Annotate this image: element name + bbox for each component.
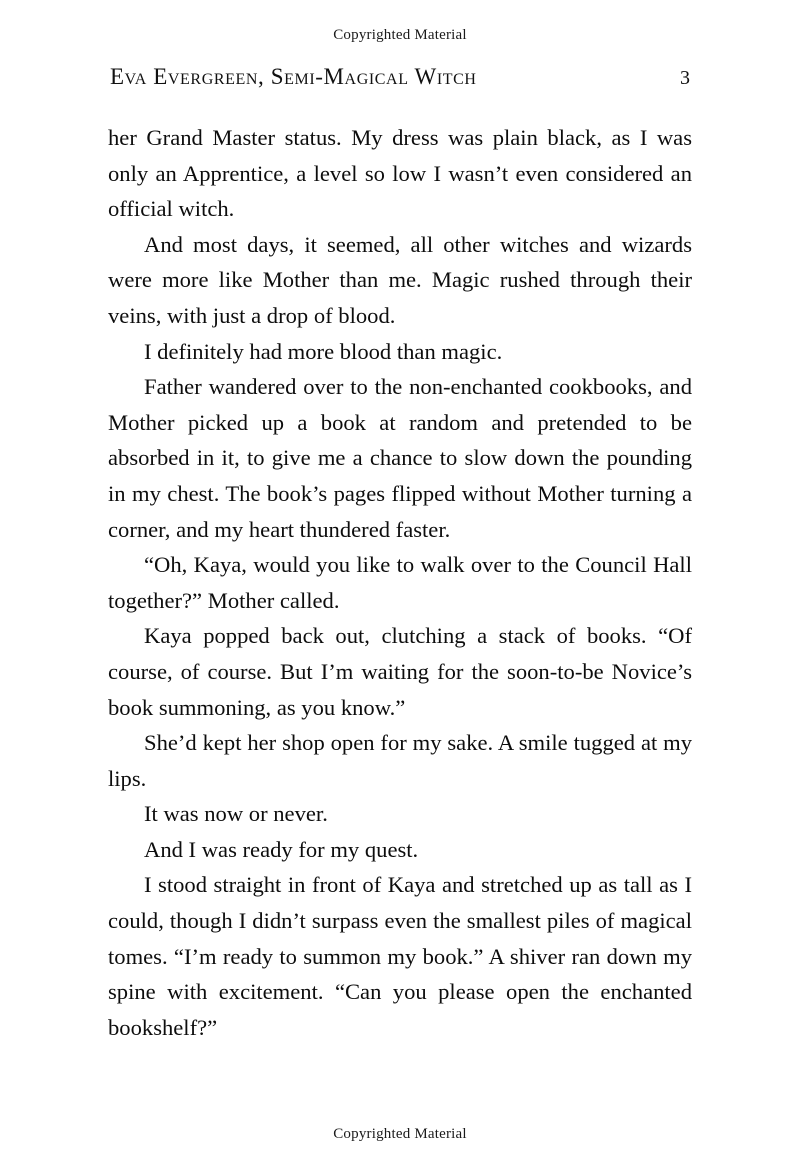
paragraph: She’d kept her shop open for my sake. A smile tugged at my lips. (108, 730, 692, 791)
paragraph: I definitely had more blood than magic. (144, 338, 503, 364)
paragraph: Father wandered over to the non-enchanted cookbooks, and Mother picked up a book at random and pretended to be absorbed in it, to give me a chance to slow down the pounding in my chest. The book’s pages flipped without Mother turning a corner, and my heart thundered faster. (108, 374, 692, 542)
paragraph: It was now or never. (144, 801, 328, 827)
page-number: 3 (680, 67, 690, 89)
paragraph: Kaya popped back out, clutching a stack of books. “Of course, of course. But I’m waiting for the soon-to-be Novice’s book summoning, as you know.” (108, 623, 692, 720)
paragraph: “Oh, Kaya, would you like to walk over to the Council Hall together?” Mother called. (108, 552, 692, 613)
paragraph: her Grand Master status. My dress was plain black, as I was only an Apprentice, a level so low I wasn’t even considered an official witch. (108, 125, 692, 222)
paragraph: And most days, it seemed, all other witches and wizards were more like Mother than me. Magic rushed through their veins, with just a drop of blood. (108, 231, 692, 328)
copyright-watermark-top: Copyrighted Material (333, 27, 467, 43)
paragraph: I stood straight in front of Kaya and stretched up as tall as I could, though I didn’t surpass even the smallest piles of magical tomes. “I’m ready to summon my book.” A shiver ran down my spine with excitement. “Can you please open the enchanted bookshelf?” (108, 872, 692, 1040)
copyright-watermark-bottom: Copyrighted Material (333, 1126, 467, 1142)
body-text (108, 120, 692, 1045)
running-head (110, 64, 690, 90)
book-title: Eva Evergreen, Semi-Magical Witch (110, 64, 477, 89)
paragraph: And I was ready for my quest. (144, 836, 419, 862)
